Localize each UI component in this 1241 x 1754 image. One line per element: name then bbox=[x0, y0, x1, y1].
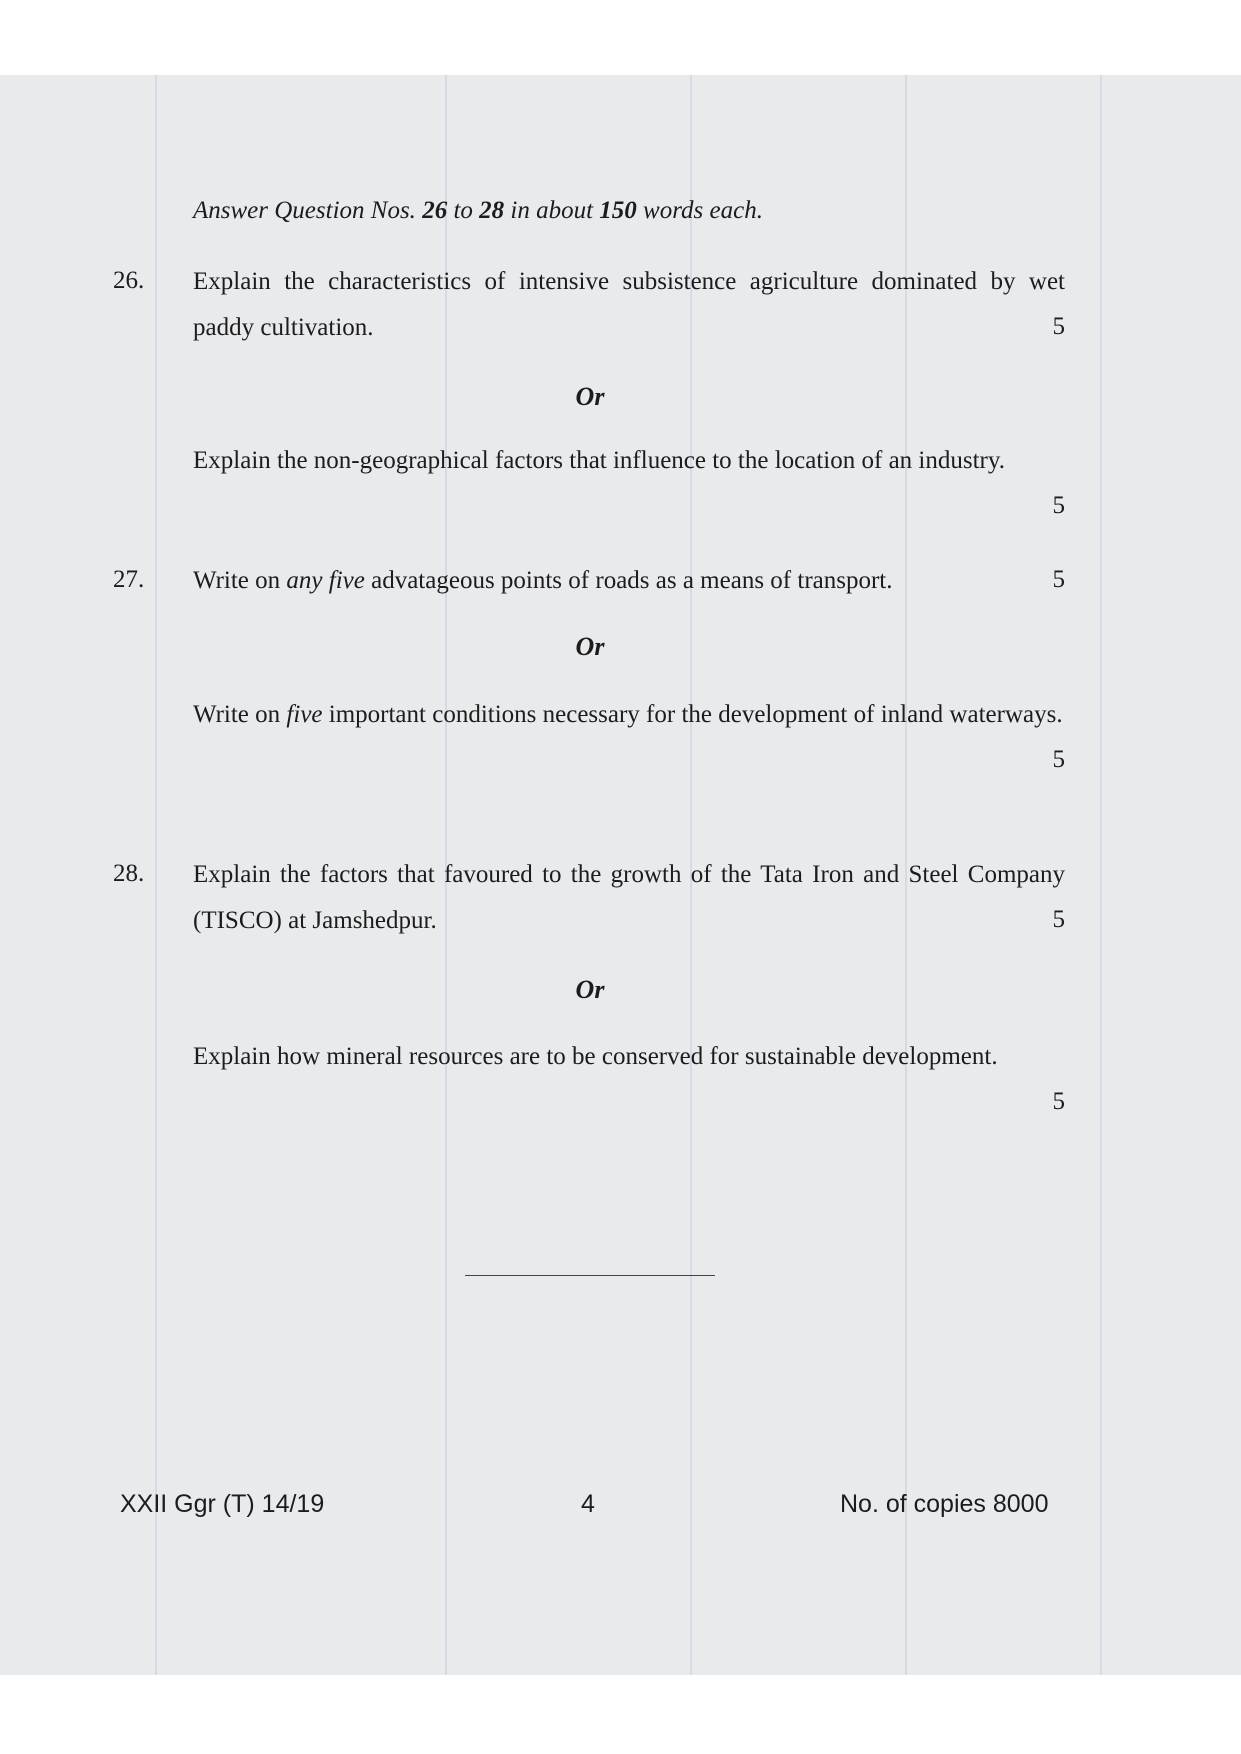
question-number: 27. bbox=[113, 566, 145, 593]
or-separator: Or bbox=[575, 632, 605, 661]
question-number: 28. bbox=[113, 860, 145, 887]
end-rule bbox=[465, 1275, 715, 1276]
copies-count: No. of copies 8000 bbox=[840, 1490, 1049, 1518]
alternative-question-text: Explain how mineral resources are to be conserved for sustainable development. bbox=[193, 1043, 998, 1070]
question-marks: 5 bbox=[1052, 313, 1065, 340]
paper-code: XXII Ggr (T) 14/19 bbox=[120, 1490, 325, 1518]
alternative-question-marks: 5 bbox=[1052, 492, 1065, 519]
question-marks: 5 bbox=[1052, 906, 1065, 933]
alternative-question-text: Explain the non-geographical factors that influence to the location of an industry. bbox=[193, 447, 1005, 474]
alternative-question-marks: 5 bbox=[1052, 1088, 1065, 1115]
section-instruction: Answer Question Nos. 26 to 28 in about 150 words each. bbox=[193, 197, 763, 224]
question-marks: 5 bbox=[1052, 566, 1065, 593]
question-text: Explain the factors that favoured to the growth of the Tata Iron and Steel Company (TISCO) at Jamshedpur. bbox=[193, 861, 1065, 934]
question-text: Write on any five advatageous points of roads as a means of transport. bbox=[193, 567, 893, 594]
alternative-question-text: Write on five important conditions necessary for the development of inland waterways. bbox=[193, 701, 1063, 728]
question-text: Explain the characteristics of intensive subsistence agriculture dominated by wet paddy cultivation. bbox=[193, 268, 1065, 341]
question-number: 26. bbox=[113, 267, 145, 294]
or-separator: Or bbox=[575, 975, 605, 1004]
or-separator: Or bbox=[575, 382, 605, 411]
page-number: 4 bbox=[581, 1490, 595, 1518]
alternative-question-marks: 5 bbox=[1052, 746, 1065, 773]
